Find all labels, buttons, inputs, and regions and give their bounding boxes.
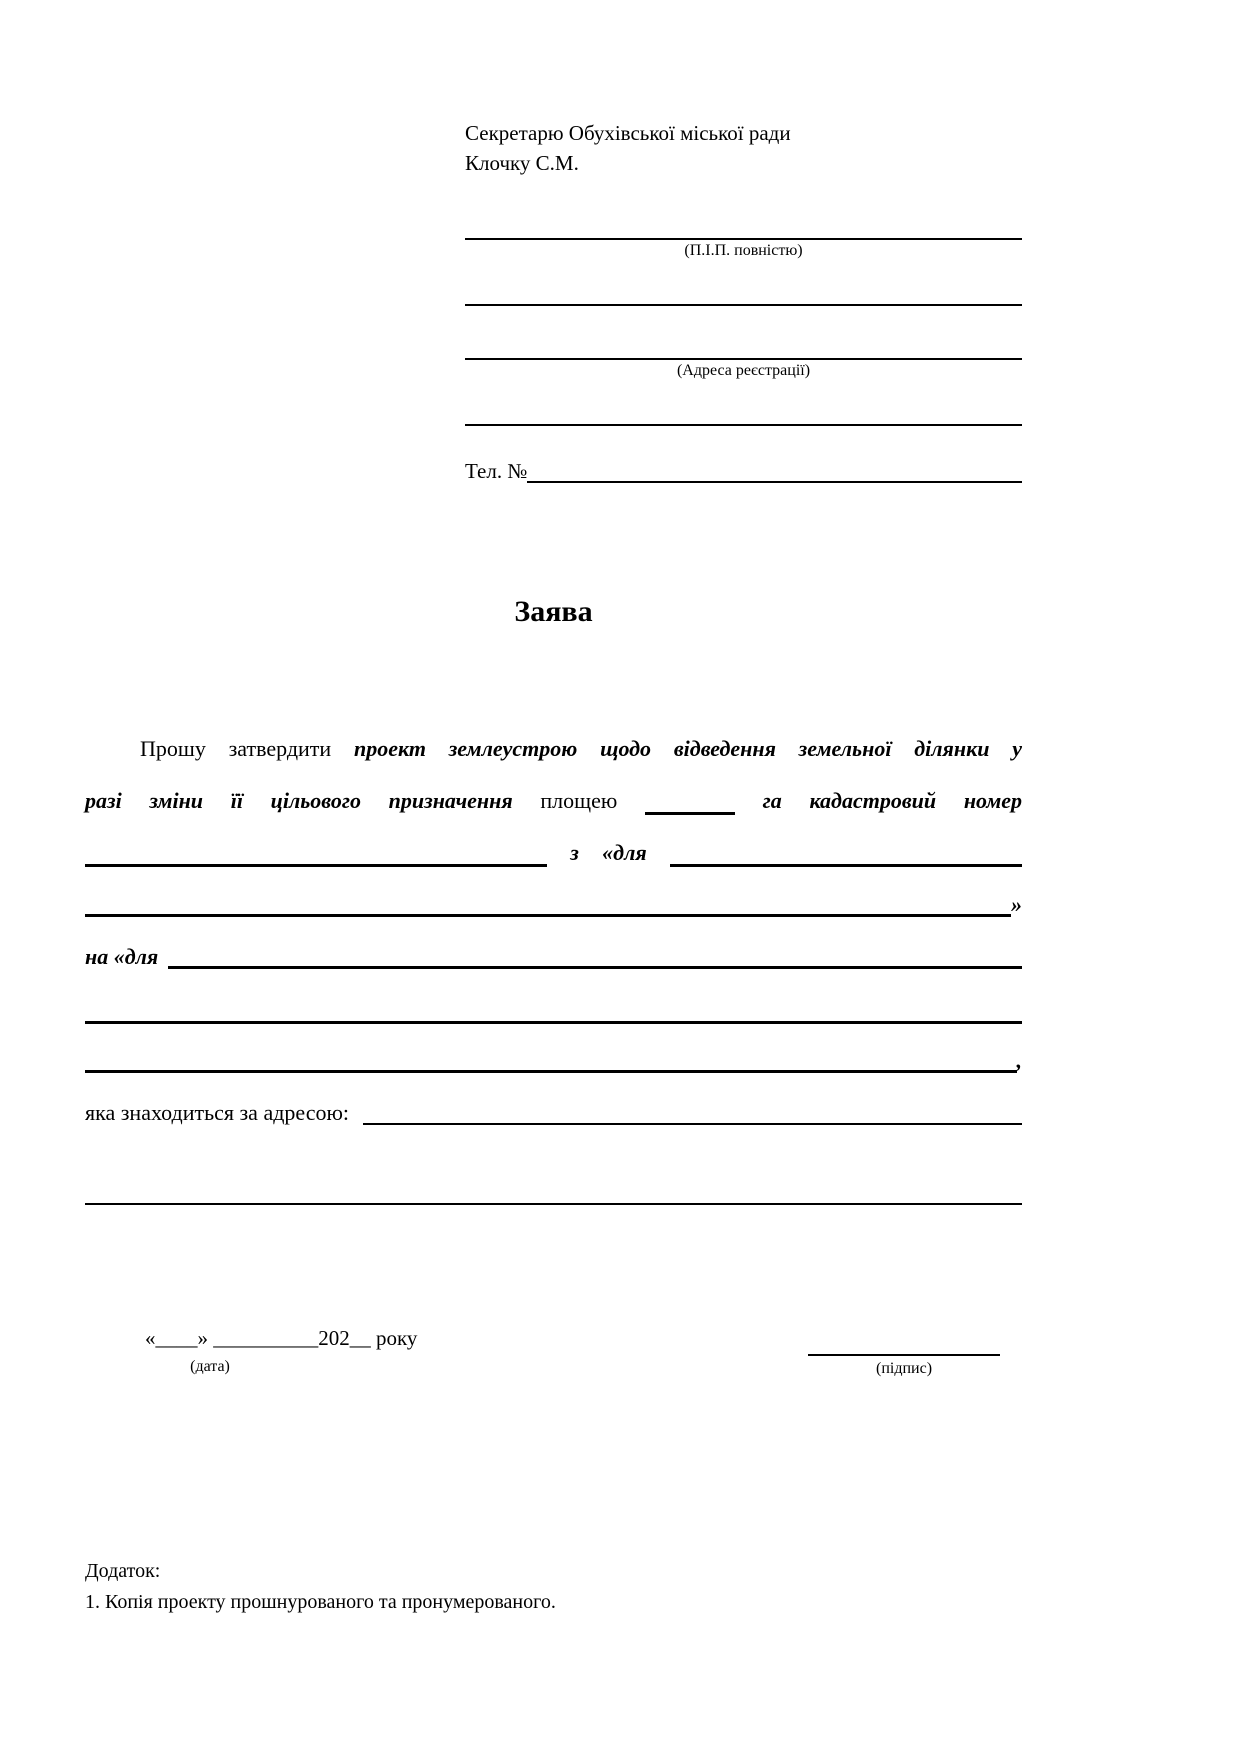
- cadastral-emphasis-text: га кадастровий номер: [762, 788, 1023, 813]
- date-year[interactable]: 202__: [318, 1326, 371, 1350]
- body-line-8: [85, 1087, 1022, 1139]
- date-year-suffix: року: [376, 1326, 418, 1350]
- date-month-blank[interactable]: __________: [213, 1326, 319, 1350]
- body-line-2: [85, 775, 1022, 827]
- date-day-blank[interactable]: «____»: [145, 1326, 208, 1350]
- cadastral-number-field[interactable]: [85, 864, 547, 867]
- phone-label: Тел. №: [465, 459, 528, 483]
- location-address-field-part2[interactable]: [85, 1165, 1022, 1205]
- current-purpose-field-part2[interactable]: [85, 914, 1011, 917]
- body-line-9: [85, 1165, 1022, 1217]
- date-caption: (дата): [190, 1358, 230, 1375]
- purpose-emphasis-text: разі зміни її цільового призначення: [85, 788, 513, 813]
- phone-row: [465, 454, 1022, 488]
- from-purpose-close-quote: »: [1011, 892, 1022, 917]
- area-field[interactable]: [645, 812, 735, 815]
- page-title: Заява: [514, 595, 593, 628]
- body-line-6: [85, 983, 1022, 1035]
- to-purpose-label: на «для: [85, 944, 159, 969]
- located-at-label: яка знаходиться за адресою:: [85, 1100, 350, 1125]
- to-purpose-close-comma: ,: [1016, 1048, 1022, 1073]
- attachment-item-1: 1. Копія проекту прошнурованого та пронумерованого.: [85, 1591, 556, 1613]
- body-line-5: [85, 931, 1022, 983]
- current-purpose-field-part1[interactable]: [670, 864, 1022, 867]
- new-purpose-field-part2[interactable]: [85, 983, 1022, 1024]
- recipient-line1: Секретарю Обухівської міської ради: [465, 121, 791, 145]
- body-line-7: [85, 1035, 1022, 1087]
- date-line[interactable]: [145, 1326, 417, 1351]
- new-purpose-field-part1[interactable]: [168, 966, 1022, 969]
- body-line-1: [85, 723, 1022, 775]
- attachment-label: Додаток:: [85, 1560, 161, 1582]
- address-field-line3[interactable]: [465, 424, 1022, 426]
- signature-field[interactable]: [808, 1354, 1000, 1356]
- recipient-line2: Клочку С.М.: [465, 151, 579, 175]
- signature-caption: (підпис): [875, 1360, 933, 1377]
- phone-field[interactable]: [527, 481, 1022, 483]
- attachment-block: [85, 1556, 1022, 1618]
- location-address-field-part1[interactable]: [363, 1123, 1022, 1125]
- new-purpose-field-part3[interactable]: [85, 1070, 1017, 1073]
- date-signature-row: [85, 1326, 1022, 1406]
- request-emphasis-text: проект землеустрою щодо відведення земельної ділянки у: [353, 736, 1022, 761]
- address-caption: (Адреса реєстрації): [676, 362, 811, 379]
- request-lead-text: Прошу затвердити: [140, 736, 332, 761]
- area-label: площею: [540, 788, 618, 813]
- body-line-3: [85, 827, 1022, 879]
- fullname-caption: (П.І.П. повністю): [684, 242, 803, 259]
- recipient-block: [465, 118, 1022, 488]
- body-line-4: [85, 879, 1022, 931]
- application-body: [85, 723, 1022, 1217]
- from-purpose-label: з «для: [570, 840, 647, 865]
- address-field-line1[interactable]: [465, 304, 1022, 306]
